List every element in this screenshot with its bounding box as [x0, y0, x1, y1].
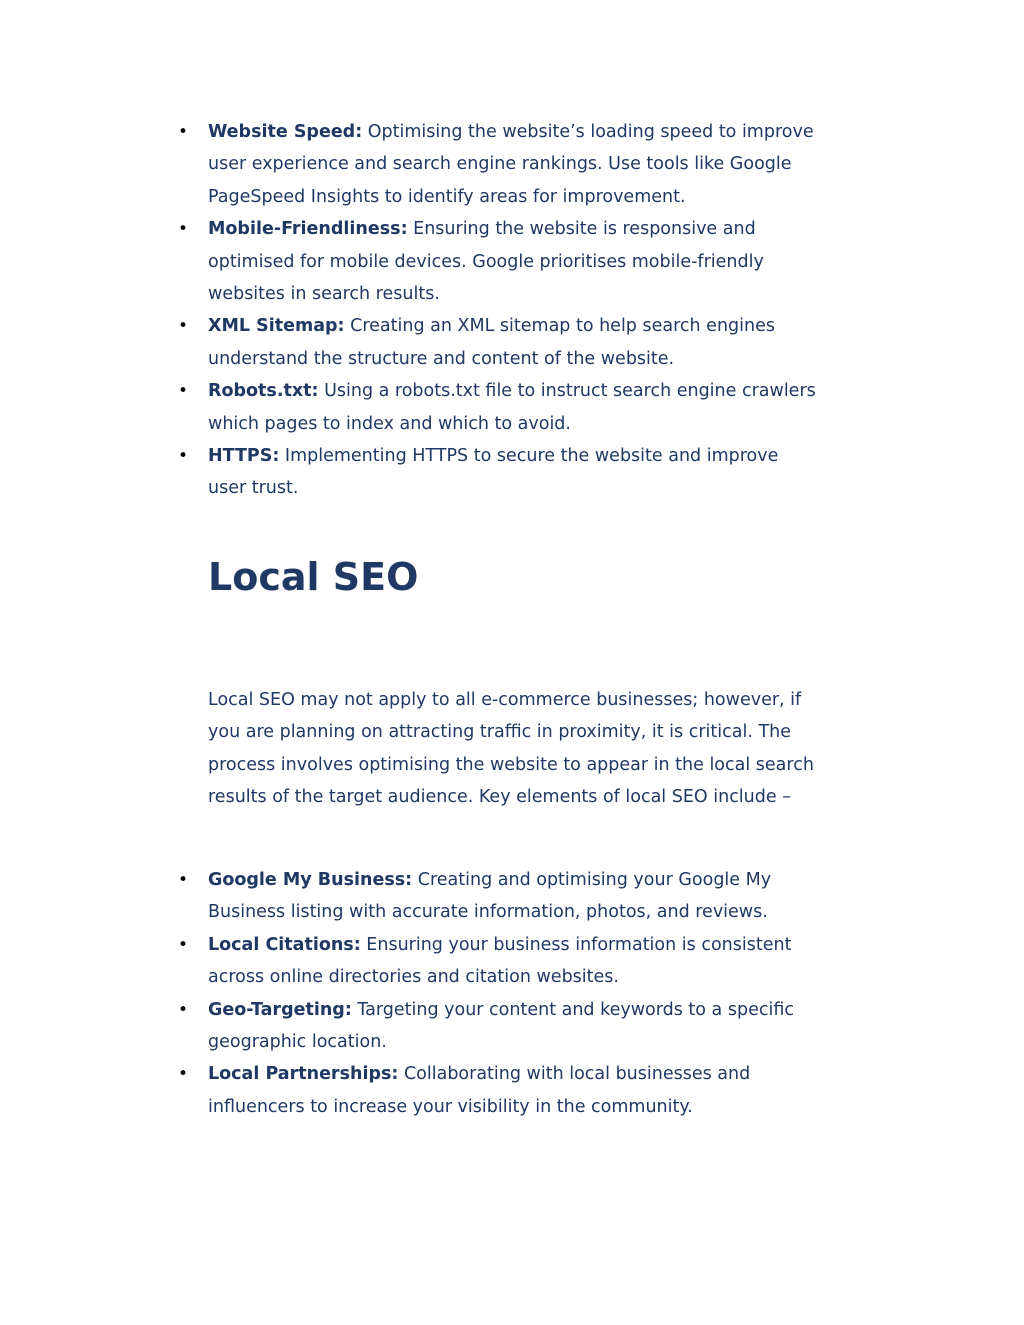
list-item-text: Using a robots.txt file to instruct search engine crawlers which pages to index and which to avoid. — [208, 381, 816, 434]
bullet-icon: • — [178, 122, 189, 142]
bullet-icon: • — [178, 381, 189, 402]
list-item — [178, 1058, 820, 1123]
list-item — [178, 310, 820, 375]
bullet-icon: • — [178, 219, 189, 240]
list-item — [178, 864, 820, 929]
list-item — [178, 213, 820, 310]
bullet-icon: • — [178, 316, 189, 337]
technical-seo-list — [178, 116, 820, 505]
list-item-term: Geo-Targeting: — [208, 999, 352, 1020]
list-item-term: Robots.txt: — [208, 381, 319, 402]
list-item-text: Optimising the website’s loading speed to improve user experience and search engine rankings. Use tools like Google PageSpeed Insights to identify areas for improvement. — [208, 122, 814, 207]
list-item-text: Creating an XML sitemap to help search engines understand the structure and content of the website. — [208, 316, 775, 369]
list-item-term: Google My Business: — [208, 870, 413, 890]
list-item — [178, 375, 820, 440]
list-item-term: Local Partnerships: — [208, 1064, 399, 1085]
bullet-icon: • — [178, 870, 189, 890]
list-item — [178, 994, 820, 1059]
list-item-term: XML Sitemap: — [208, 316, 345, 337]
list-item — [178, 440, 820, 505]
list-item-text: Ensuring your business information is consistent across online directories and citation websites. — [208, 934, 792, 988]
list-item — [178, 929, 820, 994]
bullet-icon: • — [178, 1064, 189, 1085]
local-seo-list — [178, 864, 820, 1123]
list-item-text: Creating and optimising your Google My Business listing with accurate information, photos, and reviews. — [208, 870, 772, 923]
bullet-icon: • — [178, 934, 189, 955]
list-item-term: Local Citations: — [208, 934, 361, 955]
list-item — [178, 116, 820, 213]
bullet-icon: • — [178, 446, 189, 467]
list-item-text: Collaborating with local businesses and influencers to increase your visibility in the community. — [208, 1064, 751, 1117]
bullet-icon: • — [178, 999, 189, 1020]
body-paragraph: Local SEO may not apply to all e-commerce businesses; however, if you are planning on attracting traffic in proximity, it is critical. The process involves optimising the website to appear in the local search results of the target audience. Key elements of local SEO include – — [208, 690, 814, 808]
list-item-text: Targeting your content and keywords to a specific geographic location. — [208, 999, 794, 1053]
list-item-term: HTTPS: — [208, 446, 280, 467]
list-item-text: Ensuring the website is responsive and optimised for mobile devices. Google prioritises mobile-friendly websites in search results. — [208, 219, 764, 305]
list-item-text: Implementing HTTPS to secure the website and improve user trust. — [208, 446, 779, 499]
section-heading: Local SEO — [208, 555, 419, 599]
list-item-term: Website Speed: — [208, 122, 363, 142]
list-item-term: Mobile-Friendliness: — [208, 219, 408, 240]
